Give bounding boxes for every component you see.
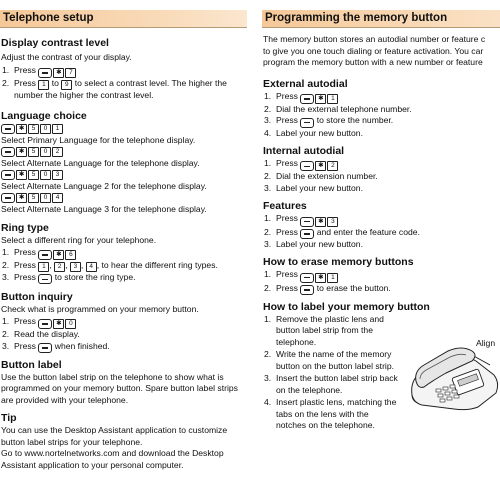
digit-key-icon: 0 — [40, 193, 51, 203]
heading-external-autodial: External autodial — [263, 77, 348, 90]
star-key-icon: ✱ — [315, 161, 326, 171]
ring-step-3: 3. Press to store the ring type. — [1, 272, 247, 284]
tip-body-1: You can use the Desktop Assistant application to customize button label strips for your telephone. — [1, 425, 228, 447]
feature-key-icon — [1, 193, 15, 203]
label-step-1: 1. Remove the plastic lens and button label strip from the telephone. — [264, 313, 384, 347]
erase-step-1: 1. Press ✱ 1 — [263, 269, 500, 282]
feature-key-icon — [1, 170, 15, 180]
contrast-step-2: 2. Press 1 to 9 to select a contrast level. The higher the number the higher the contrast level. — [2, 77, 227, 100]
key-sequence — [38, 68, 76, 78]
label-step-4: 4. Insert plastic lens, matching the tabs on the lens with the notches on the telephone. — [264, 397, 397, 431]
align-callout-label: Align — [476, 338, 496, 348]
digit-key-icon: 5 — [28, 124, 39, 134]
ring-intro: Select a different ring for your telephone. — [1, 235, 157, 246]
external-step-3: 3. Press to store the number. — [263, 115, 500, 127]
feature-key-icon — [1, 124, 15, 134]
heading-label-memory: How to label your memory button — [263, 300, 430, 313]
digit-key-icon: 5 — [28, 170, 39, 180]
digit-key-icon: 2 — [52, 147, 63, 157]
heading-tip: Tip — [1, 412, 17, 425]
inquiry-intro: Check what is programmed on your memory button. — [1, 304, 199, 315]
digit-key-icon: 2 — [327, 161, 338, 171]
language-option — [1, 192, 247, 215]
digit-key-icon: 7 — [65, 68, 76, 78]
digit-key-icon: 1 — [327, 94, 338, 104]
digit-key-icon: 4 — [86, 262, 97, 272]
digit-key-icon: 0 — [40, 147, 51, 157]
digit-key-icon: 4 — [52, 193, 63, 203]
digit-key-icon: 1 — [52, 124, 63, 134]
external-step-4: 4. Label your new button. — [264, 127, 363, 138]
feature-key-icon — [300, 118, 314, 128]
erase-step-2: 2. Press to erase the button. — [263, 283, 500, 295]
language-option-text: Select Alternate Language 3 for the telephone display. — [1, 203, 207, 214]
digit-key-icon: 3 — [327, 217, 338, 227]
key-sequence — [1, 123, 247, 135]
star-key-icon: ✱ — [315, 273, 326, 283]
inquiry-step-2: 2. Read the display. — [2, 329, 80, 339]
language-options — [1, 123, 247, 215]
heading-language-choice: Language choice — [1, 110, 87, 123]
memory-intro-line-2: to give you one touch dialing or feature activation. You car — [263, 45, 484, 56]
section-title-telephone-setup: Telephone setup — [0, 10, 247, 28]
tip-body-2: Go to www.nortelnetworks.com and download the Desktop Assistant application to your personal computer. — [1, 448, 224, 470]
heading-button-inquiry: Button inquiry — [1, 291, 73, 304]
language-option-text: Select Alternate Language for the telephone display. — [1, 157, 200, 168]
digit-key-icon: 6 — [65, 250, 76, 260]
internal-step-3: 3. Label your new button. — [264, 182, 363, 193]
section-title-programming-memory: Programming the memory button — [262, 10, 500, 28]
feature-key-icon — [300, 161, 314, 171]
star-key-icon: ✱ — [53, 68, 64, 78]
digit-key-icon: 1 — [327, 273, 338, 283]
features-step-3: 3. Label your new button. — [264, 238, 363, 249]
digit-key-icon: 5 — [28, 193, 39, 203]
inquiry-step-1: 1. Press ✱ 0 — [1, 316, 247, 329]
ring-step-1: 1. Press ✱ 6 — [1, 247, 247, 260]
contrast-step-1: 1. Press ✱ 7 — [1, 65, 247, 78]
feature-key-icon — [38, 250, 52, 260]
heading-ring-type: Ring type — [1, 222, 49, 235]
digit-key-icon: 3 — [52, 170, 63, 180]
feature-key-icon — [300, 94, 314, 104]
digit-key-icon: 1 — [38, 80, 49, 90]
key-sequence — [1, 192, 247, 204]
star-key-icon: ✱ — [315, 94, 326, 104]
feature-key-icon — [300, 273, 314, 283]
internal-step-2: 2. Dial the extension number. — [264, 171, 378, 182]
heading-erase-memory: How to erase memory buttons — [263, 256, 414, 269]
star-key-icon: ✱ — [315, 217, 326, 227]
feature-key-icon — [38, 343, 52, 353]
programming-memory-column — [262, 10, 500, 432]
digit-key-icon: 0 — [40, 170, 51, 180]
contrast-intro: Adjust the contrast of your display. — [1, 52, 132, 62]
star-key-icon: ✱ — [53, 250, 64, 260]
digit-key-icon: 0 — [65, 319, 76, 329]
external-step-2: 2. Dial the external telephone number. — [264, 103, 412, 114]
feature-key-icon — [38, 319, 52, 329]
label-step-3: 3. Insert the button label strip back on the telephone. — [264, 373, 398, 395]
language-option-text: Select Primary Language for the telephone display. — [1, 134, 196, 145]
digit-key-icon: 9 — [61, 80, 72, 90]
heading-display-contrast: Display contrast level — [1, 37, 109, 49]
features-step-1: 1. Press ✱ 3 — [263, 213, 500, 226]
star-key-icon: ✱ — [16, 147, 27, 157]
button-label-body: Use the button label strip on the telephone to show what is programmed on your memory button. Spare button label strips are provided with your telephone. — [1, 371, 238, 405]
feature-key-icon — [38, 68, 52, 78]
key-sequence — [1, 146, 247, 158]
star-key-icon: ✱ — [16, 124, 27, 134]
heading-button-label: Button label — [1, 358, 62, 371]
internal-step-1: 1. Press ✱ 2 — [263, 158, 500, 171]
feature-key-icon — [38, 274, 52, 284]
inquiry-step-3: 3. Press when finished. — [1, 341, 247, 353]
telephone-setup-column — [0, 10, 247, 471]
digit-key-icon: 0 — [40, 124, 51, 134]
memory-intro-line-3: program the memory button with a new number or feature — [263, 57, 483, 67]
memory-intro-line-1: The memory button stores an autodial number or feature c — [263, 34, 486, 44]
key-sequence — [1, 169, 247, 181]
features-step-2: 2. Press and enter the feature code. — [263, 227, 500, 239]
telephone-illustration — [406, 333, 500, 413]
ring-step-2: 2. Press 1 , 2 , 3 , 4 , to hear the different ring types. — [2, 260, 218, 270]
star-key-icon: ✱ — [16, 170, 27, 180]
feature-key-icon — [300, 285, 314, 295]
language-option — [1, 169, 247, 192]
star-key-icon: ✱ — [53, 319, 64, 329]
external-step-1: 1. Press ✱ 1 — [263, 91, 500, 104]
digit-key-icon: 2 — [54, 262, 65, 272]
language-option-text: Select Alternate Language 2 for the telephone display. — [1, 180, 207, 191]
digit-key-icon: 3 — [70, 262, 81, 272]
feature-key-icon — [300, 229, 314, 239]
digit-key-icon: 1 — [38, 262, 49, 272]
heading-features: Features — [263, 200, 307, 213]
language-option — [1, 123, 247, 146]
label-step-2: 2. Write the name of the memory button on the button label strip. — [264, 349, 395, 371]
feature-key-icon — [300, 217, 314, 227]
language-option — [1, 146, 247, 169]
heading-internal-autodial: Internal autodial — [263, 145, 345, 157]
feature-key-icon — [1, 147, 15, 157]
digit-key-icon: 5 — [28, 147, 39, 157]
star-key-icon: ✱ — [16, 193, 27, 203]
